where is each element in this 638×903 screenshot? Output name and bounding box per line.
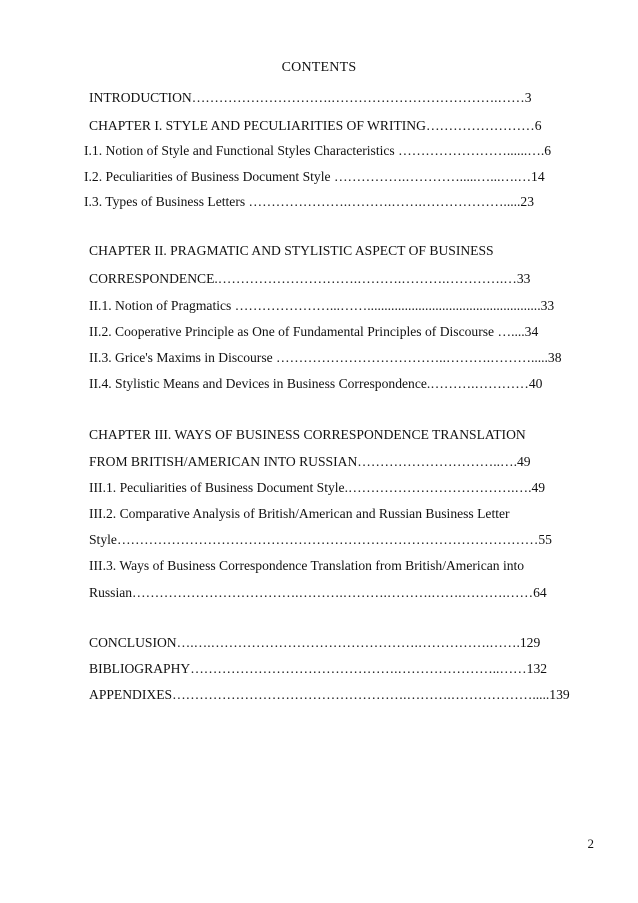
toc-entry-3-3-line-1: III.3. Ways of Business Correspondence Translation from British/American into: [89, 558, 525, 573]
toc-entry-chapter-2-line-1: CHAPTER II. PRAGMATIC AND STYLISTIC ASPECT OF BUSINESS: [89, 243, 494, 258]
toc-entry-1-2: I.2. Peculiarities of Business Document Style …………….………….....…...….…14: [84, 169, 545, 184]
toc-entry-2-1: II.1. Notion of Pragmatics …………………...……...................................................33: [89, 298, 555, 313]
contents-title: CONTENTS: [281, 60, 357, 75]
toc-entry-2-4: II.4. Stylistic Means and Devices in Business Correspondence.……….…………40: [89, 376, 543, 391]
toc-entry-1-3: I.3. Types of Business Letters ………………….……….…….……………….....23: [84, 194, 535, 209]
toc-entry-chapter-2-line-2: CORRESPONDENCE.………………………….……….……….………….…33: [89, 271, 531, 286]
toc-entry-1-1: I.1. Notion of Style and Functional Styles Characteristics ……………………......….6: [84, 143, 552, 158]
toc-entry-2-3: II.3. Grice's Maxims in Discourse ………………………………..……….……….....38: [89, 350, 562, 365]
toc-entry-appendixes: APPENDIXES…………………………………………….……….……………….....139: [89, 687, 570, 702]
toc-entry-introduction: INTRODUCTION………………………….……………………………….……3: [89, 90, 532, 105]
toc-entry-conclusion: CONCLUSION….….……………………………………….…………….…….129: [89, 635, 541, 650]
toc-entry-2-2: II.2. Cooperative Principle as One of Fundamental Principles of Discourse …....34: [89, 324, 539, 339]
toc-entry-3-1: III.1. Peculiarities of Business Document Style.……………………………….….49: [89, 480, 546, 495]
toc-entry-chapter-3-line-1: CHAPTER III. WAYS OF BUSINESS CORRESPONDENCE TRANSLATION: [89, 427, 526, 442]
page-number: 2: [587, 836, 594, 851]
toc-entry-3-2-line-1: III.2. Comparative Analysis of British/American and Russian Business Letter: [89, 506, 510, 521]
toc-entry-3-3-line-2: Russian……………………………….……….……….……….…….……….……64: [89, 585, 547, 600]
toc-entry-chapter-1: CHAPTER I. STYLE AND PECULIARITIES OF WRITING……………………6: [89, 118, 542, 133]
toc-entry-chapter-3-line-2: FROM BRITISH/AMERICAN INTO RUSSIAN…………………………..….49: [89, 454, 531, 469]
toc-entry-3-2-line-2: Style…………………………………………………………………………………55: [89, 532, 552, 547]
toc-entry-bibliography: BIBLIOGRAPHY……………………………………….…………………..……132: [89, 661, 548, 676]
